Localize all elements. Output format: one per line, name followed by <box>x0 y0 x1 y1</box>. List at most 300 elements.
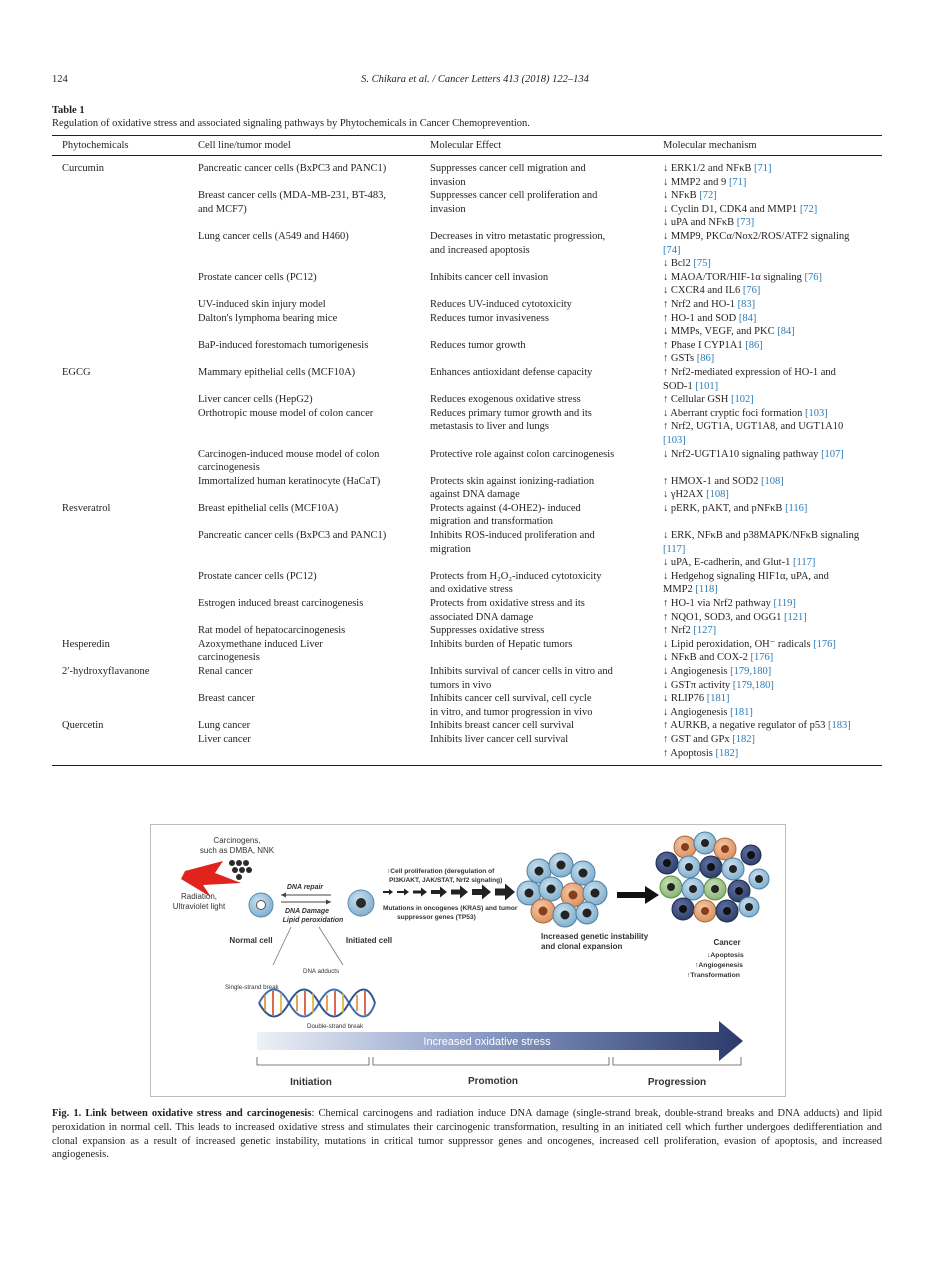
model-line: Rat model of hepatocarcinogenesis <box>198 625 346 637</box>
mechanism-text: ↑ Nrf2, UGT1A, UGT1A8, and UGT1A10 <box>663 421 844 433</box>
reference-link[interactable]: [86] <box>696 353 715 365</box>
column-header-phytochemicals: Phytochemicals <box>62 140 129 151</box>
reference-link[interactable]: [181] <box>730 706 753 718</box>
instability-label-1: Increased genetic instability <box>541 932 649 941</box>
carcinogens-label-1: Carcinogens, <box>213 836 261 845</box>
column-header-effect: Molecular Effect <box>430 140 502 151</box>
dna-damage-label: DNA Damage <box>284 908 330 915</box>
mechanism-text: ↓ uPA, E-cadherin, and Glut-1 <box>663 557 793 569</box>
cell-phytochemical <box>62 638 202 652</box>
column-header-mechanism: Molecular mechanism <box>663 140 757 151</box>
cell-model <box>198 570 426 584</box>
cell-effect <box>430 407 656 434</box>
mechanism-text: ↓ Nrf2-UGT1A10 signaling pathway <box>663 448 822 460</box>
table-body <box>52 162 882 760</box>
mechanism-text: ↓ MMPs, VEGF, and PKC <box>663 326 778 338</box>
cell-mechanism <box>663 448 882 462</box>
cell-effect <box>430 366 656 380</box>
reference-link[interactable]: [75] <box>693 258 711 270</box>
cell-model <box>198 366 426 380</box>
reference-link[interactable]: [76] <box>742 285 761 297</box>
model-line: Dalton's lymphoma bearing mice <box>198 312 338 324</box>
cell-mechanism <box>663 597 882 624</box>
cell-effect <box>430 271 656 285</box>
phytochemical-name: Curcumin <box>62 163 104 174</box>
mechanism-line <box>663 189 882 203</box>
mechanism-line <box>663 583 882 597</box>
cell-model <box>198 407 426 421</box>
effect-line: Inhibits burden of Hepatic tumors <box>430 638 573 650</box>
reference-link[interactable]: [71] <box>728 176 747 188</box>
mechanism-line <box>663 747 882 761</box>
cell-mechanism <box>663 719 882 733</box>
mechanism-text: MMP2 <box>663 584 696 596</box>
mechanism-line <box>663 448 882 462</box>
reference-link[interactable]: [84] <box>738 312 757 324</box>
mechanism-text: ↓ γH2AX <box>663 489 707 501</box>
cell-mechanism <box>663 624 882 638</box>
figure-panel <box>150 824 786 1097</box>
reference-link[interactable]: [179,180] <box>730 666 772 678</box>
effect-line: associated DNA damage <box>430 611 534 623</box>
mechanism-line <box>663 597 882 611</box>
table-row <box>52 312 882 339</box>
effect-line: invasion <box>430 176 466 188</box>
mechanism-text: ↓ NFκB <box>663 190 700 202</box>
cell-phytochemical <box>62 366 202 380</box>
phytochemical-name: Quercetin <box>62 720 104 732</box>
cell-effect <box>430 339 656 353</box>
mechanism-text: ↓ Angiogenesis <box>663 706 731 718</box>
table-row <box>52 271 882 298</box>
effect-line: Inhibits cancer cell invasion <box>430 271 549 283</box>
model-line: Liver cancer <box>198 734 251 745</box>
cell-model <box>198 189 426 216</box>
lipid-peroxidation-label: Lipid peroxidation <box>282 917 344 924</box>
reference-link[interactable]: [117] <box>663 543 686 555</box>
reference-link[interactable]: [118] <box>695 584 718 596</box>
effect-line: Suppresses cancer cell proliferation and <box>430 190 598 202</box>
mechanism-line <box>663 380 882 394</box>
table-row <box>52 230 882 271</box>
effect-line: Suppresses cancer cell migration and <box>430 163 586 174</box>
cell-mechanism <box>663 665 882 692</box>
cell-model <box>198 162 426 176</box>
cancer-effect-angiogenesis: ↑Angiogenesis <box>695 962 743 969</box>
model-line: BaP-induced forestomach tumorigenesis <box>198 339 369 351</box>
table-row <box>52 529 882 570</box>
carcinogen-dots-icon <box>229 860 252 880</box>
mechanism-text: ↓ Angiogenesis <box>663 666 731 678</box>
reference-link[interactable]: [181] <box>706 693 730 705</box>
mechanism-text: ↓ GSTπ activity <box>663 679 733 691</box>
mechanism-text: ↑ NQO1, SOD3, and OGG1 <box>663 611 785 623</box>
model-line: Lung cancer <box>198 720 251 732</box>
reference-link[interactable]: [83] <box>737 298 756 310</box>
stage-progression: Progression <box>647 1077 707 1088</box>
figure-caption <box>52 1107 882 1162</box>
proliferation-arrows <box>383 884 515 901</box>
mechanism-line <box>663 488 882 502</box>
dna-repair-label: DNA repair <box>286 884 324 891</box>
model-line: Pancreatic cancer cells (BxPC3 and PANC1) <box>198 163 387 174</box>
cell-mechanism <box>663 189 882 230</box>
cell-phytochemical <box>62 665 202 679</box>
mechanism-line <box>663 257 882 271</box>
mechanism-line <box>663 176 882 190</box>
column-header-model: Cell line/tumor model <box>198 140 291 151</box>
cell-mechanism <box>663 638 882 665</box>
mechanism-line <box>663 312 882 326</box>
cell-mechanism <box>663 366 882 393</box>
mechanism-line <box>663 692 882 706</box>
proliferation-label-2: PI3K/AKT, JAK/STAT, Nrf2 signaling) <box>389 877 503 884</box>
mechanism-line <box>663 366 882 380</box>
mechanism-line <box>663 543 882 557</box>
proliferation-label-1: ↑Cell proliferation (deregulation of <box>387 868 495 875</box>
figure-caption-title: Link between oxidative stress and carcinogenesis <box>85 1108 312 1119</box>
phytochemical-name: 2′-hydroxyflavanone <box>62 666 150 678</box>
mechanism-text: ↓ ERK, NFκB and p38MAPK/NFκB signaling <box>663 530 860 542</box>
effect-line: Inhibits liver cancer cell survival <box>430 734 569 745</box>
cell-model <box>198 638 426 665</box>
mechanism-text: ↓ Cyclin D1, CDK4 and MMP1 <box>663 203 800 215</box>
cell-effect <box>430 162 656 189</box>
mechanism-text: ↑ Nrf2-mediated expression of HO-1 and <box>663 366 836 378</box>
model-line: carcinogenesis <box>198 652 260 664</box>
reference-link[interactable]: [76] <box>804 271 823 283</box>
cell-effect <box>430 719 656 733</box>
mechanism-line <box>663 420 882 434</box>
single-strand-break-label: Single-strand break <box>225 984 279 991</box>
cell-mechanism <box>663 312 882 339</box>
mechanism-line <box>663 624 882 638</box>
reference-link[interactable]: [101] <box>695 380 719 392</box>
cell-mechanism <box>663 502 882 516</box>
cell-effect <box>430 448 656 462</box>
cell-effect <box>430 230 656 257</box>
table-row <box>52 162 882 189</box>
mechanism-line <box>663 475 882 489</box>
reference-link[interactable]: [74] <box>663 244 681 256</box>
dna-damage-arrowhead <box>326 900 331 905</box>
cell-model <box>198 312 426 326</box>
stage-brackets <box>257 1057 741 1065</box>
radiation-label-1: Radiation, <box>180 892 218 901</box>
effect-line: Reduces exogenous oxidative stress <box>430 394 581 406</box>
cell-effect <box>430 189 656 216</box>
clonal-expansion-cluster <box>517 853 607 927</box>
mechanism-line <box>663 325 882 339</box>
model-line: Prostate cancer cells (PC12) <box>198 271 317 283</box>
reference-link[interactable]: [176] <box>750 652 774 664</box>
oxidative-stress-label: Increased oxidative stress <box>423 1036 551 1048</box>
effect-line: Protects from H₂O₂-induced cytotoxicity <box>430 570 602 582</box>
mechanism-line <box>663 651 882 665</box>
table-row <box>52 665 882 692</box>
mechanism-line <box>663 638 882 652</box>
mechanism-text: ↓ Bcl2 <box>663 258 694 270</box>
cell-model <box>198 597 426 611</box>
stage-promotion: Promotion <box>468 1076 518 1087</box>
effect-line: Protects against (4-OHE2)- induced <box>430 502 581 514</box>
cell-effect <box>430 502 656 529</box>
cancer-cluster <box>656 832 769 922</box>
reference-link[interactable]: [107] <box>821 448 844 460</box>
effect-line: Reduces tumor invasiveness <box>430 312 549 324</box>
reference-link[interactable]: [116] <box>785 502 808 514</box>
mechanism-line <box>663 611 882 625</box>
table-row <box>52 624 882 638</box>
cell-model <box>198 529 426 543</box>
reference-link[interactable]: [102] <box>730 394 754 406</box>
mechanism-line <box>663 529 882 543</box>
cell-model <box>198 448 426 475</box>
table-row <box>52 570 882 597</box>
oxidative-stress-diagram <box>151 825 785 1096</box>
mechanism-line <box>663 665 882 679</box>
cancer-effect-apoptosis: ↓Apoptosis <box>707 952 744 959</box>
reference-link[interactable]: [73] <box>736 217 755 229</box>
cell-mechanism <box>663 271 882 298</box>
dna-adducts-label: DNA adducts <box>303 968 340 975</box>
cell-model <box>198 733 426 747</box>
reference-link[interactable]: [103] <box>805 407 828 419</box>
dna-repair-arrowhead <box>281 893 286 898</box>
effect-line: metastasis to liver and lungs <box>430 421 549 433</box>
effect-line: Protects from oxidative stress and its <box>430 598 585 610</box>
model-line: Liver cancer cells (HepG2) <box>198 394 313 406</box>
effect-line: Reduces tumor growth <box>430 339 526 351</box>
mechanism-text: ↓ MAOA/TOR/HIF-1α signaling <box>663 271 805 283</box>
reference-link[interactable]: [121] <box>784 611 807 623</box>
cell-effect <box>430 733 656 747</box>
model-line: Lung cancer cells (A549 and H460) <box>198 230 349 242</box>
model-line: UV-induced skin injury model <box>198 298 326 310</box>
table-row <box>52 393 882 407</box>
table-row <box>52 733 882 760</box>
progression-arrow-icon <box>617 886 659 904</box>
table-row <box>52 339 882 366</box>
cell-effect <box>430 298 656 312</box>
cell-mechanism <box>663 162 882 189</box>
reference-link[interactable]: [108] <box>706 489 729 501</box>
mechanism-text: ↓ Hedgehog signaling HIF1α, uPA, and <box>663 570 829 582</box>
phytochemical-name: Hesperedin <box>62 638 110 650</box>
cancer-label: Cancer <box>713 938 741 947</box>
effect-line: against DNA damage <box>430 489 520 501</box>
mechanism-line <box>663 706 882 720</box>
cell-model <box>198 393 426 407</box>
effect-line: invasion <box>430 203 466 215</box>
reference-link[interactable]: [179,180] <box>732 679 774 691</box>
cell-mechanism <box>663 570 882 597</box>
phytochemical-name: Resveratrol <box>62 502 111 514</box>
cell-effect <box>430 529 656 556</box>
effect-line: and oxidative stress <box>430 584 513 596</box>
cell-mechanism <box>663 733 882 760</box>
effect-line: Suppresses oxidative stress <box>430 625 545 637</box>
model-line: and MCF7) <box>198 203 247 215</box>
reference-link[interactable]: [176] <box>813 638 836 650</box>
zoom-line-right <box>319 927 343 965</box>
table-row <box>52 366 882 393</box>
reference-link[interactable]: [86] <box>745 339 763 351</box>
radiation-label-2: Ultraviolet light <box>172 902 226 911</box>
reference-link[interactable]: [127] <box>693 625 717 637</box>
model-line: Orthotropic mouse model of colon cancer <box>198 407 374 419</box>
reference-link[interactable]: [72] <box>699 190 717 202</box>
mechanism-text: ↓ MMP2 and 9 <box>663 176 729 188</box>
mechanism-text: ↓ uPA and NFκB <box>663 217 737 229</box>
mechanism-line <box>663 352 882 366</box>
table-row <box>52 407 882 448</box>
effect-line: Inhibits survival of cancer cells in vitro and <box>430 666 613 678</box>
cell-model <box>198 230 426 244</box>
mechanism-line <box>663 679 882 693</box>
reference-link[interactable]: [72] <box>799 203 818 215</box>
table-caption: Regulation of oxidative stress and associated signaling pathways by Phytochemicals in Cancer Chemoprevention. <box>52 118 530 129</box>
effect-line: migration <box>430 543 471 555</box>
mechanism-text: ↑ Apoptosis <box>663 747 716 759</box>
cell-model <box>198 719 426 733</box>
model-line: Carcinogen-induced mouse model of colon <box>198 448 380 460</box>
mechanism-line <box>663 162 882 176</box>
cell-model <box>198 692 426 706</box>
model-line: Prostate cancer cells (PC12) <box>198 570 317 582</box>
table-label: Table 1 <box>52 105 85 116</box>
cell-model <box>198 624 426 638</box>
mutations-label-1: Mutations in oncogenes (KRAS) and tumor <box>383 905 518 912</box>
effect-line: Inhibits ROS-induced proliferation and <box>430 530 595 542</box>
effect-line: migration and transformation <box>430 516 554 528</box>
table-row <box>52 502 882 529</box>
cell-effect <box>430 312 656 326</box>
mechanism-line <box>663 719 882 733</box>
model-line: Breast cancer cells (MDA-MB-231, BT-483, <box>198 190 386 202</box>
table-row <box>52 475 882 502</box>
mechanism-text: ↑ Nrf2 <box>663 625 694 637</box>
mechanism-text: ↑ GSTs <box>663 353 697 365</box>
mechanism-text: ↓ Lipid peroxidation, OH⁻ radicals <box>663 638 814 650</box>
mechanism-text: ↓ MMP9, PKCα/Nox2/ROS/ATF2 signaling <box>663 230 850 242</box>
mechanism-text: ↓ NFκB and COX-2 <box>663 652 751 664</box>
model-line: Estrogen induced breast carcinogenesis <box>198 598 364 610</box>
mechanism-line <box>663 298 882 312</box>
cell-effect <box>430 665 656 692</box>
instability-label-2: and clonal expansion <box>541 942 623 951</box>
effect-line: Reduces UV-induced cytotoxicity <box>430 298 572 310</box>
cell-mechanism <box>663 230 882 271</box>
cell-phytochemical <box>62 162 202 176</box>
figure-caption-label: Fig. 1. <box>52 1108 82 1119</box>
double-strand-break-label: Double-strand break <box>307 1023 364 1030</box>
reference-link[interactable]: [117] <box>792 557 816 569</box>
cell-mechanism <box>663 339 882 366</box>
cell-phytochemical <box>62 502 202 516</box>
effect-line: tumors in vivo <box>430 679 492 691</box>
mechanism-line <box>663 230 882 244</box>
cell-effect <box>430 393 656 407</box>
mechanism-line <box>663 393 882 407</box>
mechanism-text: ↑ HMOX-1 and SOD2 <box>663 475 761 487</box>
mechanism-line <box>663 203 882 217</box>
mechanism-line <box>663 502 882 516</box>
cell-mechanism <box>663 407 882 448</box>
effect-line: Enhances antioxidant defense capacity <box>430 366 593 378</box>
mechanism-line <box>663 434 882 448</box>
mechanism-text: ↑ Cellular GSH <box>663 394 731 406</box>
cell-model <box>198 502 426 516</box>
mechanism-text: ↓ Aberrant cryptic foci formation <box>663 407 805 419</box>
table-bottom-rule <box>52 765 882 766</box>
cell-mechanism <box>663 393 882 407</box>
dna-helix-icon <box>259 990 375 1017</box>
effect-line: and increased apoptosis <box>430 244 530 256</box>
reference-link[interactable]: [103] <box>663 434 686 446</box>
mechanism-line <box>663 284 882 298</box>
cell-effect <box>430 597 656 624</box>
cell-phytochemical <box>62 719 202 733</box>
figure-caption-text: : Chemical carcinogens and radiation induce DNA damage (single-strand break, double-strand breaks and DNA adducts) and lipid peroxidation in normal cell. This leads to increased oxidative stress and stimulates their carcinogenic transformation, resulting in an initiated cell which further undergoes dedifferentiation and clonal expansion as a result of increased genetic instability, mutations in critical tumor suppressor genes and oncogenes, increased cell proliferation, evasion of apoptosis, and increased angiogenesis. <box>52 1108 882 1161</box>
effect-line: Protective role against colon carcinogenesis <box>430 448 615 460</box>
mechanism-line <box>663 271 882 285</box>
table-row <box>52 448 882 475</box>
cell-effect <box>430 475 656 502</box>
initiated-cell-icon <box>348 890 374 916</box>
mechanism-line <box>663 216 882 230</box>
mechanism-line <box>663 407 882 421</box>
mechanism-text: SOD-1 <box>663 380 696 392</box>
model-line: Renal cancer <box>198 666 253 678</box>
model-line: carcinogenesis <box>198 462 260 474</box>
mechanism-text: ↑ GST and GPx <box>663 734 733 745</box>
reference-link[interactable]: [84] <box>777 326 795 338</box>
mechanism-line <box>663 244 882 258</box>
initiated-cell-label: Initiated cell <box>345 936 393 945</box>
cell-model <box>198 475 426 489</box>
effect-line: Decreases in vitro metastatic progression, <box>430 230 606 242</box>
reference-link[interactable]: [119] <box>773 598 796 610</box>
mechanism-text: ↑ AURKB, a negative regulator of p53 <box>663 720 829 732</box>
cell-effect <box>430 570 656 597</box>
mechanism-line <box>663 556 882 570</box>
reference-link[interactable]: [182] <box>732 734 755 745</box>
model-line: Breast epithelial cells (MCF10A) <box>198 502 339 514</box>
cell-mechanism <box>663 529 882 570</box>
stage-initiation: Initiation <box>290 1077 332 1088</box>
reference-link[interactable]: [108] <box>761 475 784 487</box>
cancer-effect-transformation: ↑Transformation <box>687 972 740 979</box>
reference-link[interactable]: [183] <box>828 720 851 732</box>
table-row <box>52 298 882 312</box>
zoom-line-left <box>273 927 291 965</box>
model-line: Mammary epithelial cells (MCF10A) <box>198 366 356 378</box>
mechanism-text: ↑ HO-1 and SOD <box>663 312 739 324</box>
reference-link[interactable]: [182] <box>715 747 739 759</box>
cell-mechanism <box>663 475 882 502</box>
mechanism-text: ↓ CXCR4 and IL6 <box>663 285 743 297</box>
effect-line: in vitro, and tumor progression in vivo <box>430 706 593 718</box>
mechanism-text: ↑ HO-1 via Nrf2 pathway <box>663 598 774 610</box>
cell-effect <box>430 692 656 719</box>
cell-mechanism <box>663 298 882 312</box>
table-row <box>52 719 882 733</box>
effect-line: Reduces primary tumor growth and its <box>430 407 592 419</box>
table-row <box>52 638 882 665</box>
reference-link[interactable]: [71] <box>754 163 772 174</box>
model-line: Pancreatic cancer cells (BxPC3 and PANC1) <box>198 530 387 542</box>
